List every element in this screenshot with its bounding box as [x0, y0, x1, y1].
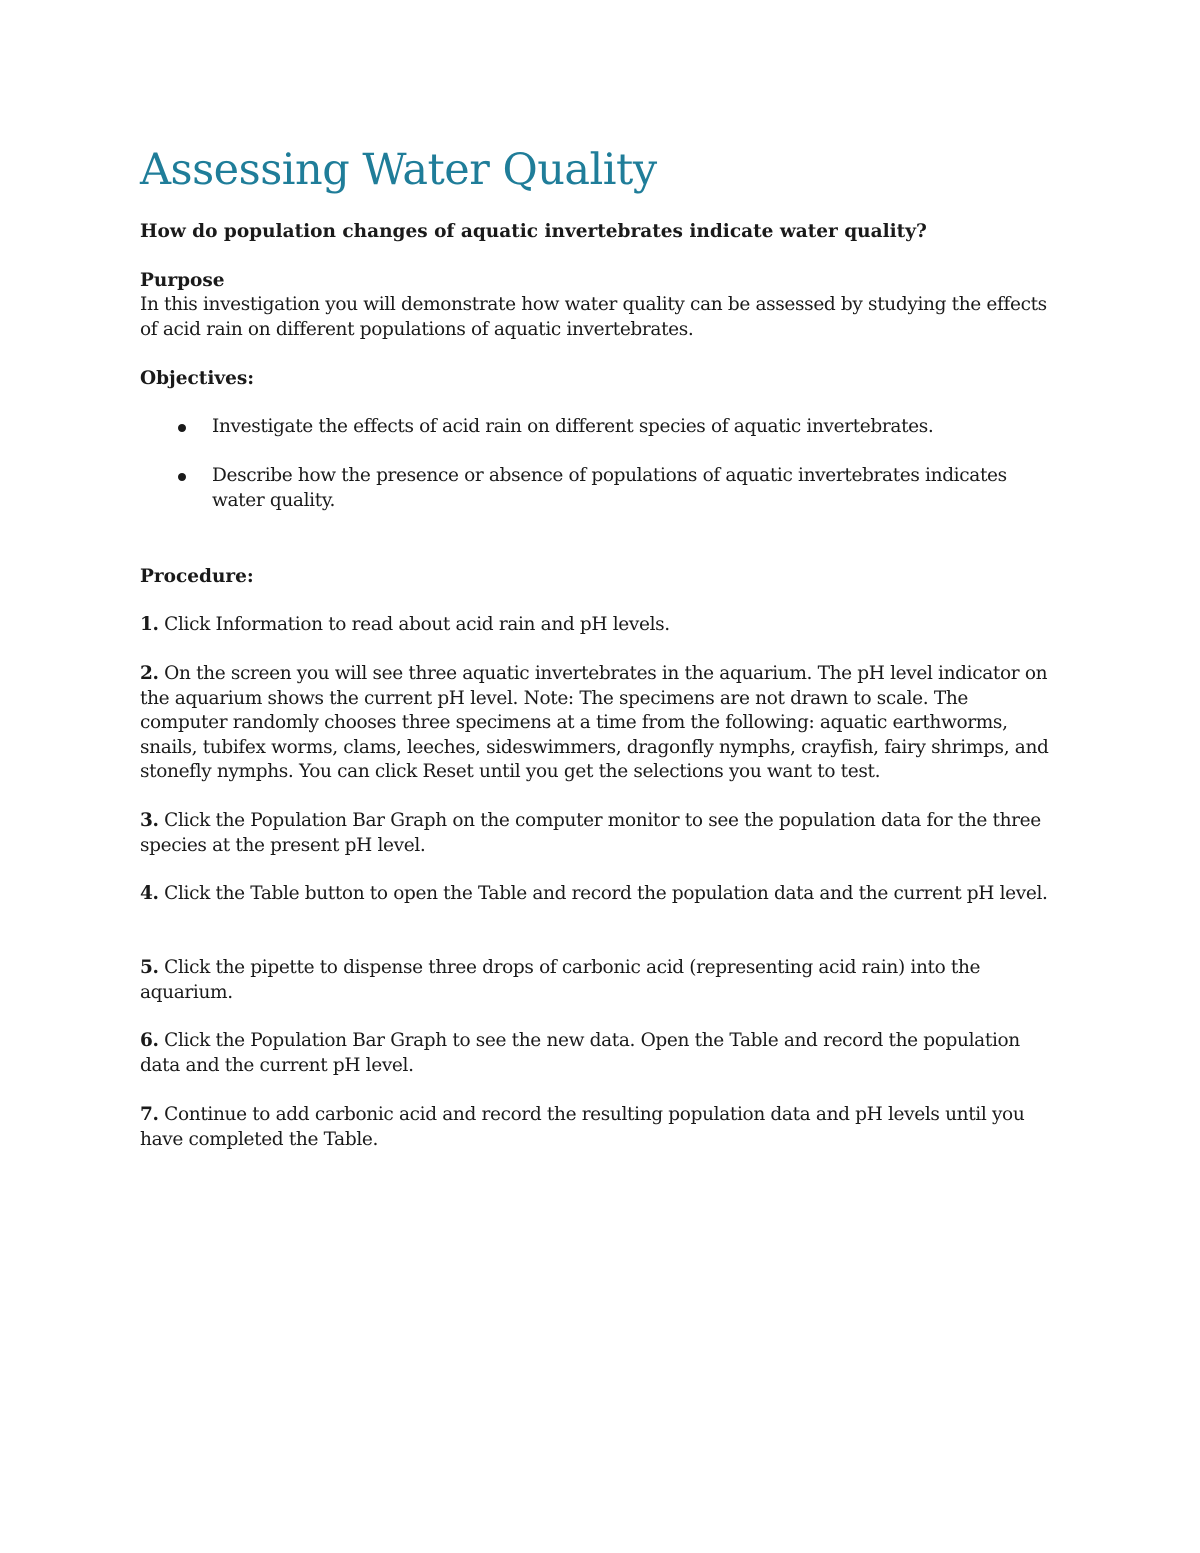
procedure-step — [140, 809, 1060, 858]
step-number: 2. — [140, 663, 159, 684]
step-number: 5. — [140, 957, 159, 978]
step-text: Click the pipette to dispense three drops of carbonic acid (representing acid rain) into the aquarium. — [140, 957, 981, 1003]
purpose-heading: Purpose — [140, 270, 225, 291]
procedure-step — [140, 1029, 1060, 1078]
step-number: 1. — [140, 614, 159, 635]
step-number: 6. — [140, 1030, 159, 1051]
step-text: Click the Table button to open the Table and record the population data and the current pH level. — [164, 883, 1048, 904]
procedure-step — [140, 613, 1060, 638]
list-item — [140, 415, 1060, 440]
procedure-step — [140, 956, 1060, 1005]
step-number: 4. — [140, 883, 159, 904]
objectives-list — [140, 415, 1060, 538]
procedure-heading: Procedure: — [140, 566, 254, 587]
objective-text: Investigate the effects of acid rain on different species of aquatic invertebrates. — [212, 416, 934, 437]
procedure-step — [140, 1103, 1060, 1152]
step-text: On the screen you will see three aquatic invertebrates in the aquarium. The pH level indicator on the aquarium shows the current pH level. Note: The specimens are not drawn to scale. The computer randomly chooses three specimens at a time from the following: aquatic earthworms, snails, tubifex worms, clams, leeches, sideswimmers, dragonfly nymphs, crayfish, fairy shrimps, and stonefly nymphs. You can click Reset until you get the selections you want to test. — [140, 663, 1049, 782]
objectives-heading: Objectives: — [140, 368, 255, 389]
bullet-icon — [178, 473, 186, 481]
step-text: Click Information to read about acid rain and pH levels. — [164, 614, 670, 635]
procedure-step — [140, 662, 1060, 785]
step-number: 7. — [140, 1104, 159, 1125]
guiding-question: How do population changes of aquatic invertebrates indicate water quality? — [140, 221, 927, 242]
step-text: Click the Population Bar Graph on the computer monitor to see the population data for the three species at the present pH level. — [140, 810, 1041, 856]
step-text: Click the Population Bar Graph to see the new data. Open the Table and record the population data and the current pH level. — [140, 1030, 1020, 1076]
step-text: Continue to add carbonic acid and record the resulting population data and pH levels until you have completed the Table. — [140, 1104, 1025, 1150]
page-title: Assessing Water Quality — [140, 145, 657, 195]
purpose-text: In this investigation you will demonstrate how water quality can be assessed by studying the effects of acid rain on different populations of aquatic invertebrates. — [140, 294, 1047, 340]
objective-text: Describe how the presence or absence of populations of aquatic invertebrates indicates water quality. — [212, 465, 1007, 511]
bullet-icon — [178, 424, 186, 432]
step-number: 3. — [140, 810, 159, 831]
list-item — [140, 464, 1060, 513]
procedure-step — [140, 882, 1060, 907]
